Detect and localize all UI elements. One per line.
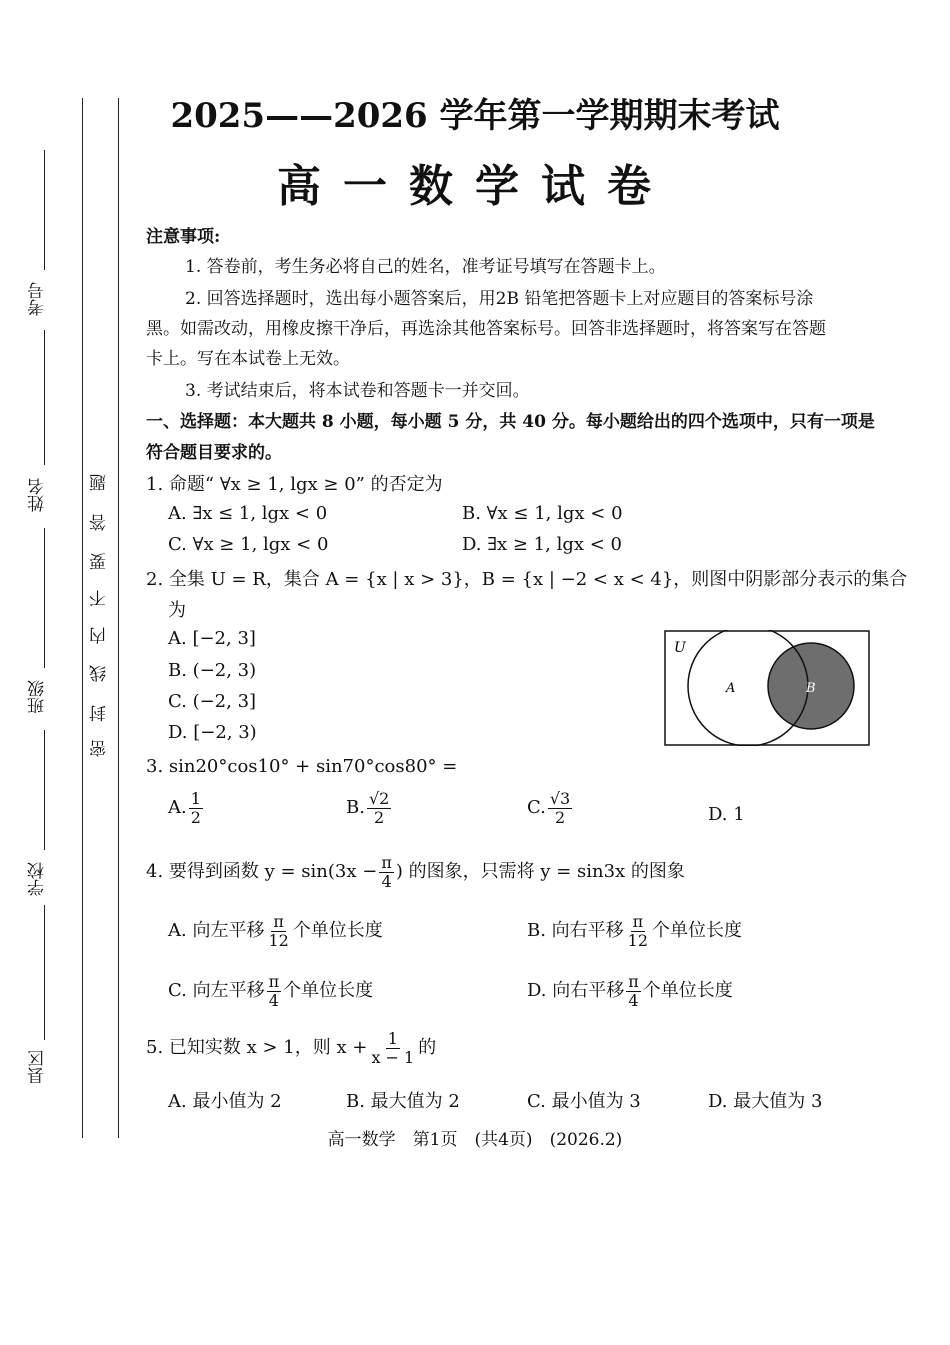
q2-option-a[interactable]: A. [−2, 3] xyxy=(168,628,256,649)
q4-c-pre: C. 向左平移 xyxy=(168,980,265,1002)
q1-option-c[interactable]: C. ∀x ≥ 1, lgx < 0 xyxy=(168,534,329,555)
venn-diagram xyxy=(664,630,870,746)
venn-label-u: U xyxy=(674,640,686,656)
q4-b-num: π xyxy=(632,912,644,931)
seal-char: 内 xyxy=(90,627,110,644)
q4-stem-pre: 4. 要得到函数 y = sin(3x − xyxy=(146,861,378,883)
q3-c-den: 2 xyxy=(554,807,566,827)
q4-b-post: 个单位长度 xyxy=(652,920,743,942)
q5-option-b[interactable]: B. 最大值为 2 xyxy=(346,1091,460,1112)
notice-heading: 注意事项: xyxy=(146,227,221,247)
q2-stem-cont: 为 xyxy=(168,600,186,621)
seal-line-right xyxy=(118,98,119,1138)
q4-a-num: π xyxy=(273,912,284,931)
q4-option-c[interactable] xyxy=(168,973,373,1009)
q4-c-num: π xyxy=(268,972,280,991)
q4-a-frac xyxy=(266,913,290,949)
q1-option-b[interactable]: B. ∀x ≤ 1, lgx < 0 xyxy=(462,503,623,524)
q4-d-pre: D. 向右平移 xyxy=(527,980,625,1002)
q4-c-frac xyxy=(267,973,282,1009)
venn-label-a: A xyxy=(726,681,736,696)
q4-d-num: π xyxy=(628,972,639,991)
seal-char: 题 xyxy=(90,474,110,491)
exam-title: 2025——2026 学年第一学期期末考试 xyxy=(170,96,780,136)
q4-b-frac xyxy=(626,913,650,949)
q5-stem xyxy=(146,1030,436,1066)
q3-c-prefix: C. xyxy=(527,797,546,819)
notice-item-2-cont: 黑。如需改动，用橡皮擦干净后，再选涂其他答案标号。回答非选择题时，将答案写在答题 xyxy=(146,319,826,339)
seal-char: 要 xyxy=(90,553,110,570)
q1-option-a[interactable]: A. ∃x ≤ 1, lgx < 0 xyxy=(168,503,328,524)
seal-line-left xyxy=(82,98,83,1138)
q3-a-den: 2 xyxy=(190,807,201,827)
seal-char: 密 xyxy=(90,740,110,757)
q2-option-d[interactable]: D. [−2, 3) xyxy=(168,722,257,743)
q5-stem-den: x − 1 xyxy=(371,1047,415,1067)
paper-title: 高一数学试卷 xyxy=(277,161,673,212)
field-label-class: 班级 xyxy=(28,680,48,714)
q4-stem-den: 4 xyxy=(381,871,392,891)
field-label-district: 县区 xyxy=(28,1050,48,1084)
q4-d-frac xyxy=(626,973,641,1009)
q2-option-b[interactable]: B. (−2, 3) xyxy=(168,660,257,681)
q5-option-c[interactable]: C. 最小值为 3 xyxy=(527,1091,641,1112)
seal-char: 答 xyxy=(90,514,110,531)
field-label-name: 姓名 xyxy=(28,478,48,512)
q3-option-c[interactable] xyxy=(527,790,574,826)
q3-a-prefix: A. xyxy=(168,797,187,819)
q3-c-frac xyxy=(548,790,572,826)
page-footer: 高一数学 第1页 (共4页) (2026.2) xyxy=(327,1130,623,1150)
field-label-school: 学校 xyxy=(28,862,48,896)
q1-option-d[interactable]: D. ∃x ≥ 1, lgx < 0 xyxy=(462,534,622,555)
seal-char: 不 xyxy=(90,590,110,607)
q3-c-num: √3 xyxy=(549,789,571,808)
q4-stem-frac xyxy=(379,854,394,890)
q5-option-d[interactable]: D. 最大值为 3 xyxy=(708,1091,823,1112)
q3-a-frac xyxy=(189,790,203,826)
venn-label-b: B xyxy=(806,681,816,696)
q4-option-b[interactable] xyxy=(527,913,742,949)
name-blank-upper[interactable] xyxy=(44,330,45,465)
q3-b-prefix: B. xyxy=(346,797,365,819)
section-heading: 一、选择题：本大题共 8 小题，每小题 5 分，共 40 分。每小题给出的四个选项中，只有一项是 xyxy=(146,412,875,432)
q4-a-post: 个单位长度 xyxy=(292,920,383,942)
q3-option-b[interactable] xyxy=(346,790,393,826)
q3-b-num: √2 xyxy=(368,789,390,808)
q4-stem xyxy=(146,854,685,890)
seal-char: 封 xyxy=(90,705,110,722)
q2-option-c[interactable]: C. (−2, 3] xyxy=(168,691,257,712)
q3-a-num: 1 xyxy=(190,789,201,808)
q4-d-post: 个单位长度 xyxy=(642,980,733,1002)
q4-b-pre: B. 向右平移 xyxy=(527,920,624,942)
q1-stem: 1. 命题“ ∀x ≥ 1, lgx ≥ 0” 的否定为 xyxy=(146,474,443,495)
field-label-exam-number: 考号 xyxy=(28,282,48,316)
q5-stem-post: 的 xyxy=(418,1037,437,1059)
q3-b-den: 2 xyxy=(374,807,385,827)
q3-b-frac xyxy=(367,790,391,826)
class-blank[interactable] xyxy=(44,730,45,850)
school-blank[interactable] xyxy=(44,905,45,1040)
notice-item-3: 3. 考试结束后，将本试卷和答题卡一并交回。 xyxy=(185,381,530,401)
q4-a-pre: A. 向左平移 xyxy=(168,920,265,942)
q4-stem-post: ) 的图象，只需将 y = sin3x 的图象 xyxy=(395,861,685,883)
q4-a-den: 12 xyxy=(268,930,289,950)
q5-stem-pre: 5. 已知实数 x > 1，则 x + xyxy=(146,1037,368,1059)
q3-option-a[interactable] xyxy=(168,790,205,826)
q4-c-post: 个单位长度 xyxy=(283,980,374,1002)
notice-item-2-end: 卡上。写在本试卷上无效。 xyxy=(146,349,350,369)
q3-stem: 3. sin20°cos10° + sin70°cos80° = xyxy=(146,756,458,777)
q4-d-den: 4 xyxy=(628,990,639,1010)
q4-stem-num: π xyxy=(381,853,392,872)
notice-item-2: 2. 回答选择题时，选出每小题答案后，用2B 铅笔把答题卡上对应题目的答案标号涂 xyxy=(185,289,814,309)
q4-option-a[interactable] xyxy=(168,913,383,949)
notice-item-1: 1. 答卷前，考生务必将自己的姓名，准考证号填写在答题卡上。 xyxy=(185,257,666,277)
q5-stem-frac xyxy=(369,1030,416,1066)
q3-option-d[interactable]: D. 1 xyxy=(708,804,745,825)
name-blank-lower[interactable] xyxy=(44,528,45,668)
seal-char: 线 xyxy=(90,665,110,682)
q4-b-den: 12 xyxy=(627,930,649,950)
q4-option-d[interactable] xyxy=(527,973,733,1009)
q2-stem: 2. 全集 U = R，集合 A = {x | x > 3}，B = {x | −2 < x < 4}，则图中阴影部分表示的集合 xyxy=(146,569,908,590)
q5-option-a[interactable]: A. 最小值为 2 xyxy=(168,1091,282,1112)
q5-stem-num: 1 xyxy=(387,1029,398,1048)
q4-c-den: 4 xyxy=(268,990,279,1010)
section-heading-cont: 符合题目要求的。 xyxy=(146,443,282,463)
